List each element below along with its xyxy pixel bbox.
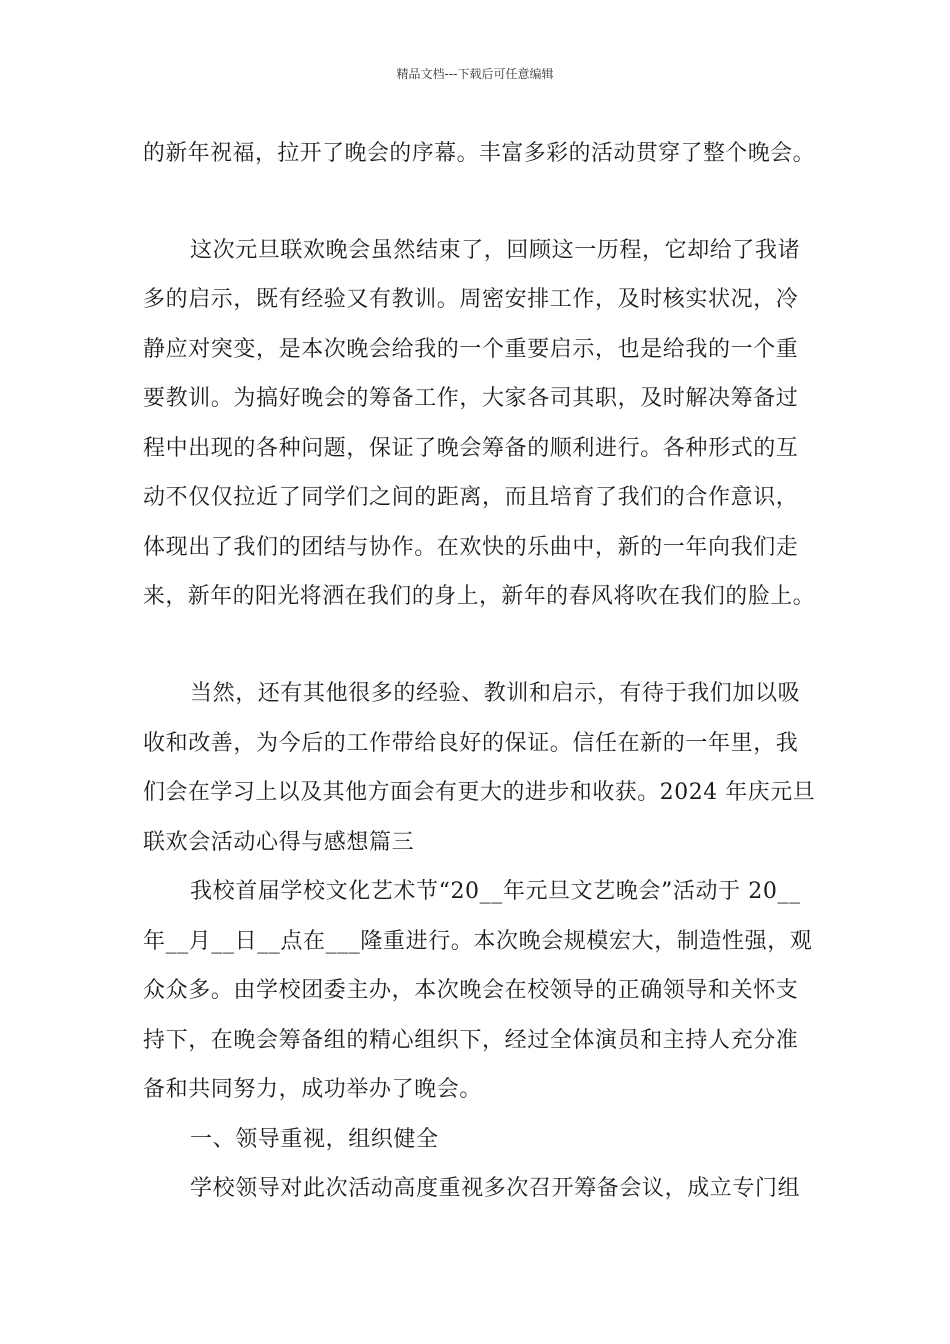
section-title: 联欢会活动心得与感想篇三 [143,830,415,855]
paragraph-first-line: 我校首届学校文化艺术节“20__年元旦文艺晚会”活动于 20__ [190,879,801,904]
text-line: 持下，在晚会筹备组的精心组织下，经过全体演员和主持人充分准 [143,1028,799,1053]
text-line: 体现出了我们的团结与协作。在欢快的乐曲中，新的一年向我们走 [143,535,799,560]
text-line: 年__月__日__点在___隆重进行。本次晚会规模宏大，制造性强，观 [143,929,813,954]
text-line: 备和共同努力，成功举办了晚会。 [143,1077,483,1102]
text-line: 来，新年的阳光将洒在我们的身上，新年的春风将吹在我们的脸上。 [143,584,816,609]
text-line: 的新年祝福，拉开了晚会的序幕。丰富多彩的活动贯穿了整个晚会。 [143,141,816,166]
paragraph-first-line: 当然，还有其他很多的经验、教训和启示，有待于我们加以吸 [190,681,801,706]
page-header: 精品文档---下载后可任意编辑 [396,67,554,81]
subsection-heading: 一、领导重视，组织健全 [190,1127,439,1152]
text-line: 程中出现的各种问题，保证了晚会筹备的顺利进行。各种形式的互 [143,436,799,461]
paragraph-first-line: 这次元旦联欢晚会虽然结束了，回顾这一历程，它却给了我诸 [190,238,801,263]
text-line: 要教训。为搞好晚会的筹备工作，大家各司其职，及时解决筹备过 [143,386,799,411]
text-line: 收和改善，为今后的工作带给良好的保证。信任在新的一年里，我 [143,731,799,756]
text-line: 多的启示，既有经验又有教训。周密安排工作，及时核实状况，冷 [143,287,799,312]
paragraph-first-line: 学校领导对此次活动高度重视多次召开筹备会议，成立专门组 [190,1176,801,1201]
text-line: 动不仅仅拉近了同学们之间的距离，而且培育了我们的合作意识， [143,485,799,510]
text-line: 众众多。由学校团委主办，本次晚会在校领导的正确领导和关怀支 [143,978,799,1003]
text-line: 们会在学习上以及其他方面会有更大的进步和收获。2024 年庆元旦 [143,780,816,805]
text-line: 静应对突变，是本次晚会给我的一个重要启示，也是给我的一个重 [143,337,799,362]
